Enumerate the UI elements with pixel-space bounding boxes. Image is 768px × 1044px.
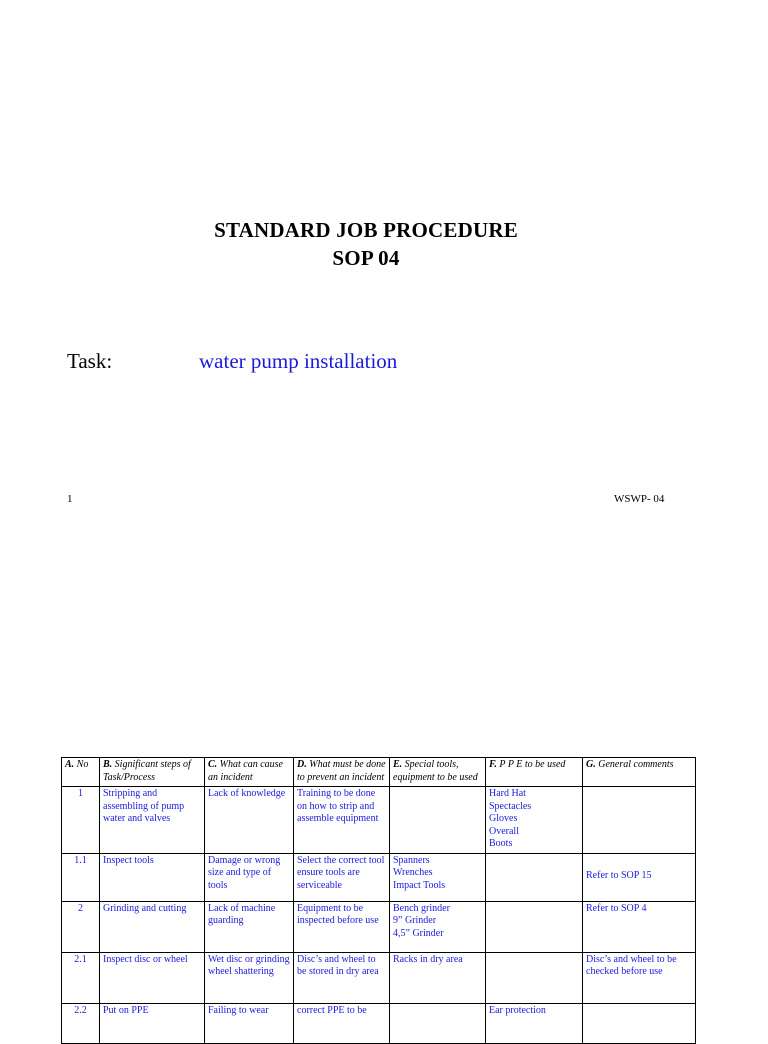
cell-comments: Refer to SOP 15 xyxy=(583,853,696,901)
cell-ppe xyxy=(486,853,583,901)
table-row xyxy=(62,853,696,901)
cell-no: 2 xyxy=(62,901,100,952)
cell-ppe: Hard Hat Spectacles Gloves Overall Boots xyxy=(486,787,583,854)
cell-prevent: Equipment to be inspected before use xyxy=(294,901,390,952)
page-number: 1 xyxy=(67,493,73,505)
document-reference: WSWP- 04 xyxy=(614,493,665,505)
header-cause: C. What can cause an incident xyxy=(205,758,294,787)
cell-step: Grinding and cutting xyxy=(100,901,205,952)
cell-prevent: Select the correct tool ensure tools are serviceable xyxy=(294,853,390,901)
cell-tools: Spanners Wrenches Impact Tools xyxy=(390,853,486,901)
document-subtitle: SOP 04 xyxy=(332,246,400,270)
cell-step: Put on PPE xyxy=(100,1003,205,1043)
cell-ppe: Ear protection xyxy=(486,1003,583,1043)
cell-step: Inspect tools xyxy=(100,853,205,901)
cell-cause: Lack of machine guarding xyxy=(205,901,294,952)
cell-prevent: correct PPE to be xyxy=(294,1003,390,1043)
header-prevent: D. What must be done to prevent an incident xyxy=(294,758,390,787)
cell-tools xyxy=(390,1003,486,1043)
task-value: water pump installation xyxy=(199,349,398,373)
cell-step: Inspect disc or wheel xyxy=(100,952,205,1003)
cell-no: 1.1 xyxy=(62,853,100,901)
table-row xyxy=(62,952,696,1003)
cell-ppe xyxy=(486,952,583,1003)
header-comments: G. General comments xyxy=(583,758,696,787)
table-row xyxy=(62,1003,696,1043)
cell-comments xyxy=(583,1003,696,1043)
cell-prevent: Disc’s and wheel to be stored in dry area xyxy=(294,952,390,1003)
cell-cause: Wet disc or grinding wheel shattering xyxy=(205,952,294,1003)
cell-cause: Damage or wrong size and type of tools xyxy=(205,853,294,901)
cell-cause: Lack of knowledge xyxy=(205,787,294,854)
cell-ppe xyxy=(486,901,583,952)
cell-tools xyxy=(390,787,486,854)
cell-prevent: Training to be done on how to strip and assemble equipment xyxy=(294,787,390,854)
header-ppe: F. P P E to be used xyxy=(486,758,583,787)
table-header-row xyxy=(62,758,696,787)
table-row xyxy=(62,787,696,854)
header-no: A. No xyxy=(62,758,100,787)
task-label: Task: xyxy=(67,349,113,373)
cell-no: 2.1 xyxy=(62,952,100,1003)
cell-no: 2.2 xyxy=(62,1003,100,1043)
cell-cause: Failing to wear xyxy=(205,1003,294,1043)
table-row xyxy=(62,901,696,952)
cell-step: Stripping and assembling of pump water and valves xyxy=(100,787,205,854)
header-tools: E. Special tools, equipment to be used xyxy=(390,758,486,787)
cell-no: 1 xyxy=(62,787,100,854)
cell-tools: Racks in dry area xyxy=(390,952,486,1003)
cell-tools: Bench grinder 9” Grinder 4,5” Grinder xyxy=(390,901,486,952)
cell-comments xyxy=(583,787,696,854)
header-steps: B. Significant steps of Task/Process xyxy=(100,758,205,787)
document-title: STANDARD JOB PROCEDURE xyxy=(214,218,518,242)
cell-comments: Disc’s and wheel to be checked before use xyxy=(583,952,696,1003)
cell-comments: Refer to SOP 4 xyxy=(583,901,696,952)
procedure-table xyxy=(61,757,696,1044)
